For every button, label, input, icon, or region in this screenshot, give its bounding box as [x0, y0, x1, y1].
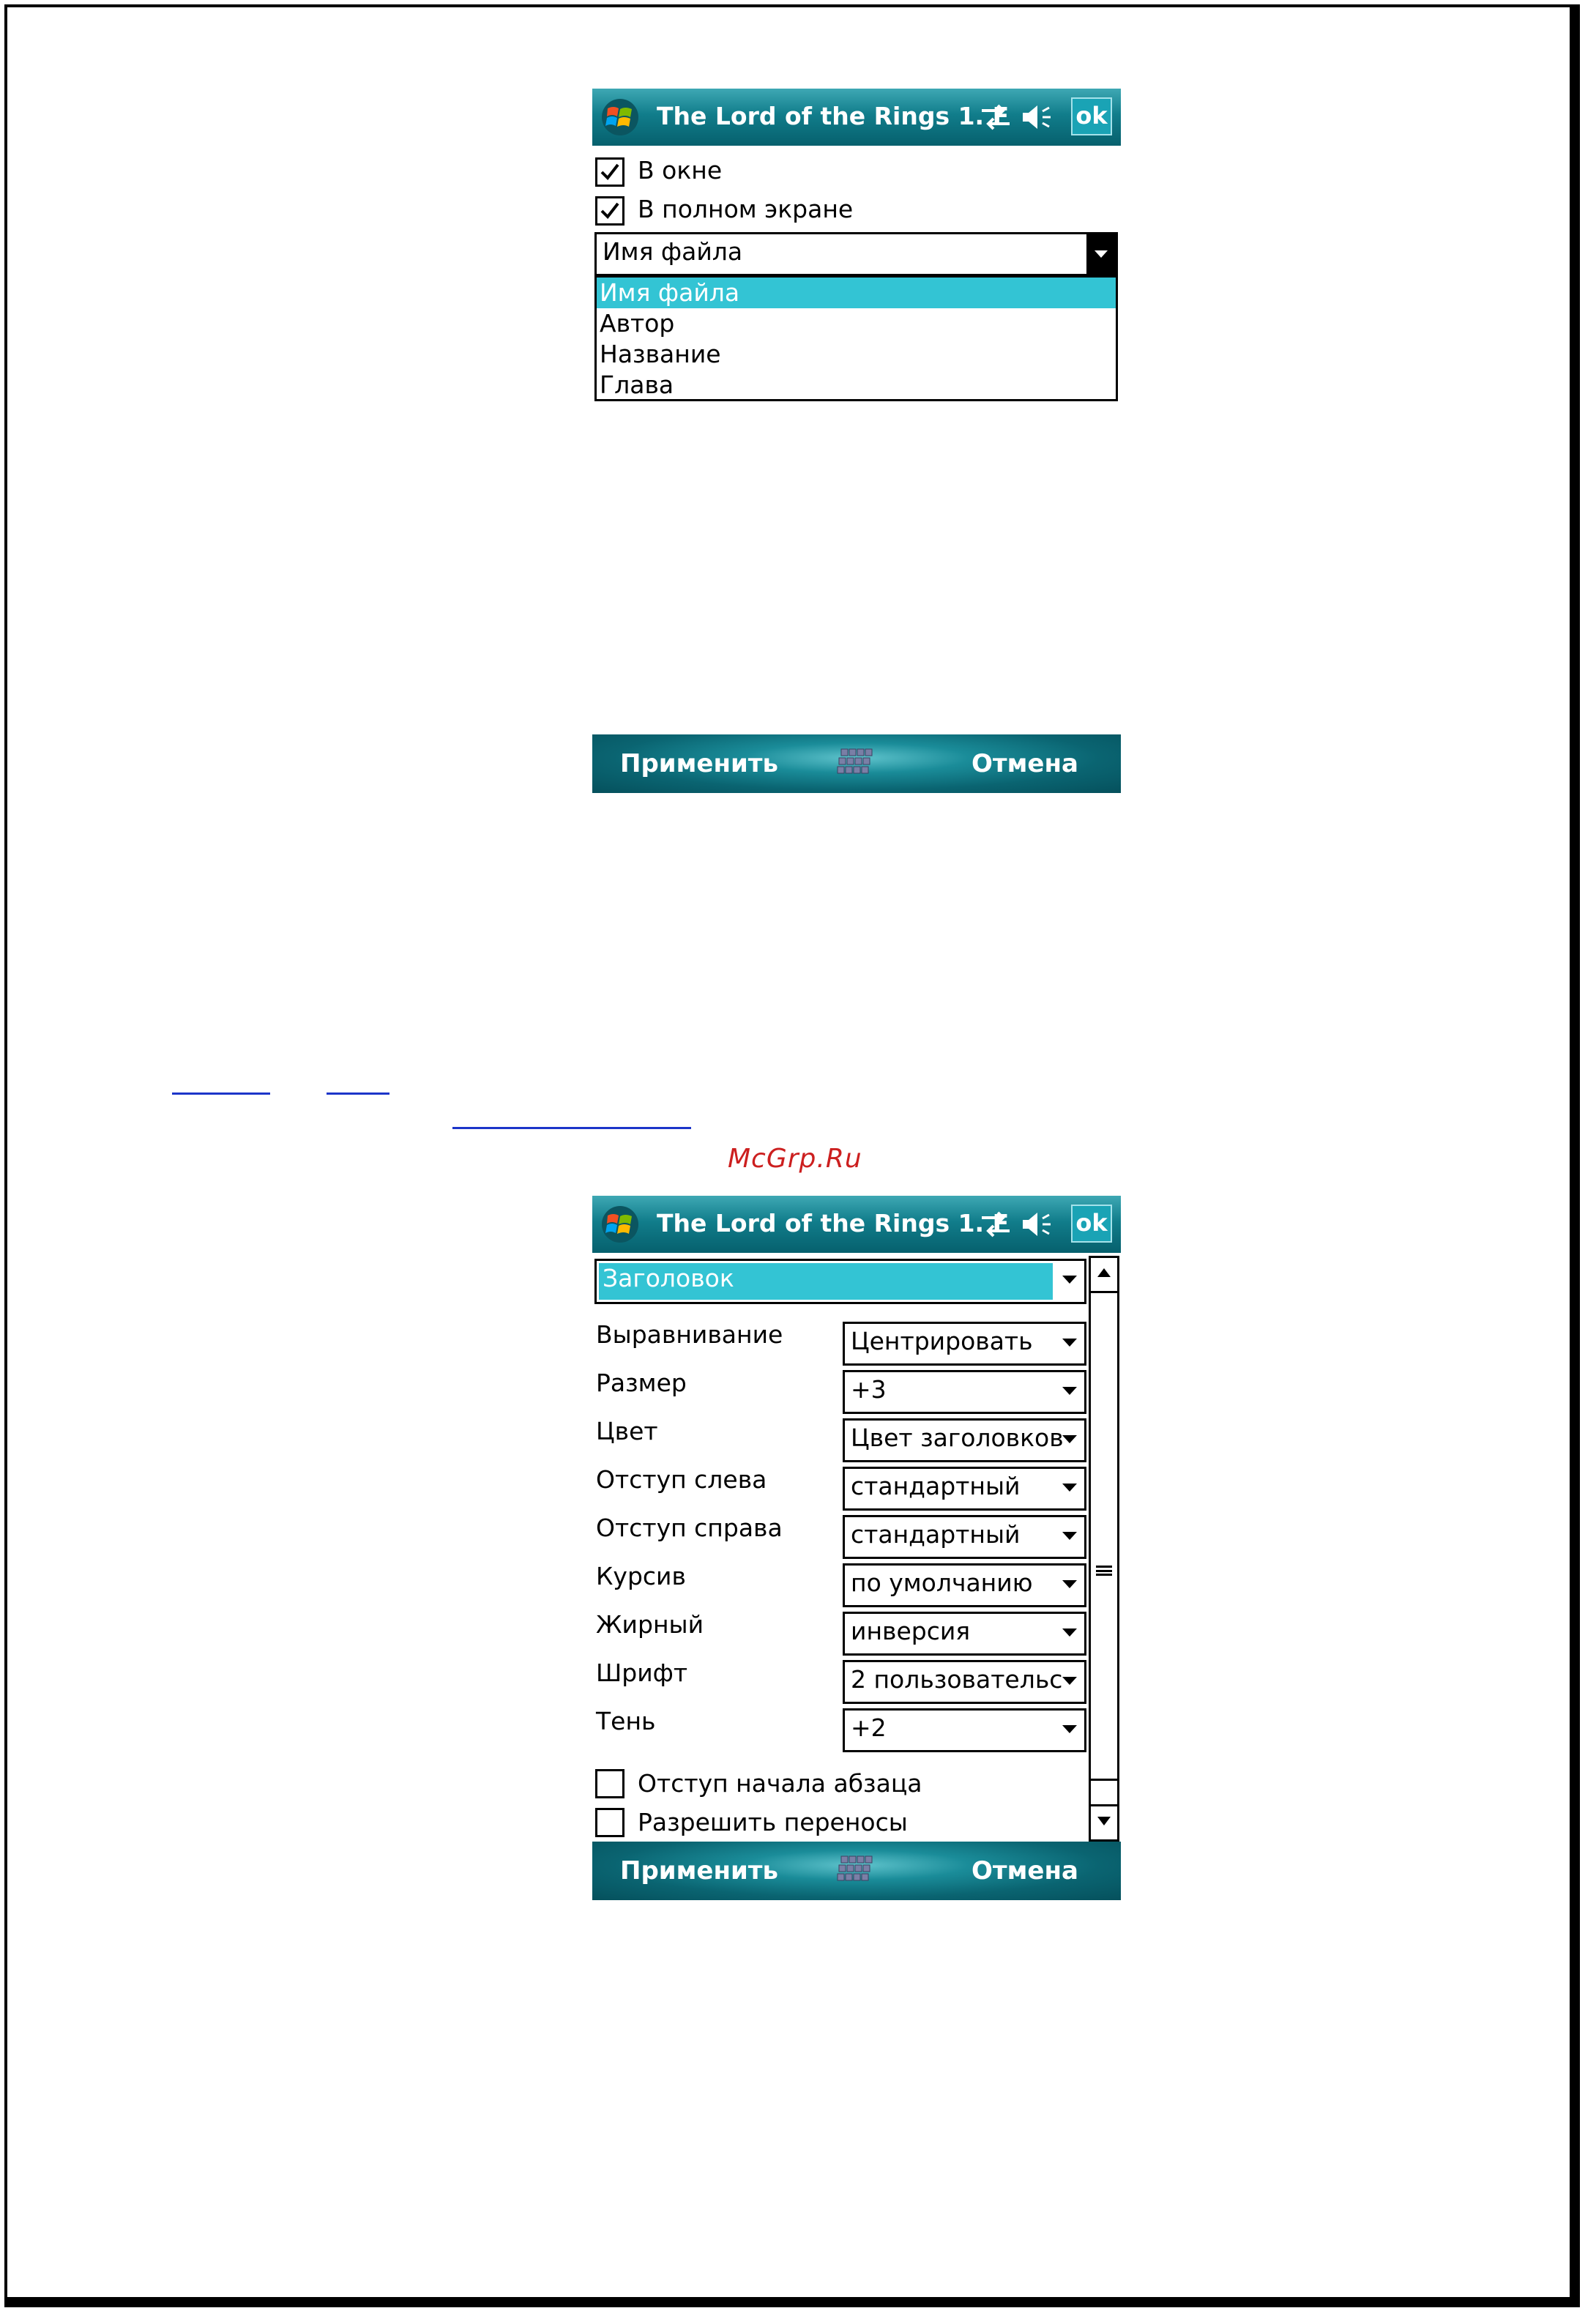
option-chapter[interactable]: Глава: [600, 371, 674, 399]
vertical-scrollbar[interactable]: [1089, 1256, 1119, 1842]
checkmark-icon: [597, 198, 622, 223]
option-title[interactable]: Название: [600, 340, 721, 368]
hyperlink-underline[interactable]: [452, 1127, 691, 1129]
color-value: Цвет заголовков: [851, 1423, 1064, 1452]
fullscreen-checkbox[interactable]: [595, 196, 624, 226]
volume-icon[interactable]: [1020, 1209, 1054, 1240]
italic-select[interactable]: [843, 1563, 1086, 1607]
left-indent-value: стандартный: [851, 1472, 1021, 1500]
shadow-value: +2: [851, 1713, 887, 1742]
ok-button[interactable]: ok: [1071, 1205, 1112, 1243]
chevron-down-icon[interactable]: [1086, 234, 1116, 274]
chevron-down-icon[interactable]: [1062, 1725, 1077, 1733]
watermark-text: McGrp.Ru: [728, 1144, 862, 1174]
paragraph-indent-label: Отступ начала абзаца: [638, 1769, 922, 1798]
sort-by-value: Имя файла: [603, 237, 743, 266]
fullscreen-label: В полном экране: [638, 195, 854, 223]
windows-start-icon[interactable]: [601, 98, 639, 136]
scroll-thumb[interactable]: [1091, 1293, 1117, 1781]
right-indent-select[interactable]: [843, 1515, 1086, 1559]
chevron-down-icon[interactable]: [1062, 1387, 1077, 1395]
windowed-checkbox[interactable]: [595, 157, 624, 187]
apply-softkey[interactable]: Применить: [620, 749, 778, 778]
alignment-label: Выравнивание: [596, 1320, 783, 1349]
sort-by-dropdown-list: [594, 275, 1118, 401]
chevron-down-icon[interactable]: [1062, 1628, 1077, 1637]
shadow-label: Тень: [596, 1707, 656, 1735]
right-indent-value: стандартный: [851, 1520, 1021, 1549]
option-filename[interactable]: Имя файла: [597, 278, 1116, 308]
style-element-select[interactable]: [594, 1259, 1086, 1304]
font-value: 2 пользовательс: [851, 1665, 1063, 1694]
keyboard-icon[interactable]: [837, 1853, 873, 1886]
color-label: Цвет: [596, 1417, 658, 1445]
chevron-down-icon[interactable]: [1062, 1435, 1077, 1443]
left-indent-label: Отступ слева: [596, 1465, 767, 1494]
right-indent-label: Отступ справа: [596, 1514, 783, 1542]
title-bar: [592, 1196, 1121, 1253]
chevron-down-icon[interactable]: [1062, 1677, 1077, 1685]
softkey-bar: [592, 734, 1121, 793]
font-select[interactable]: [843, 1660, 1086, 1704]
softkey-bar: [592, 1842, 1121, 1900]
windowed-label: В окне: [638, 156, 723, 185]
grip-icon: [1096, 1566, 1112, 1576]
shadow-select[interactable]: [843, 1708, 1086, 1752]
hyphenation-label: Разрешить переносы: [638, 1808, 908, 1836]
windows-start-icon[interactable]: [601, 1205, 639, 1243]
chevron-down-icon[interactable]: [1062, 1484, 1077, 1492]
keyboard-icon[interactable]: [837, 746, 873, 778]
bold-select[interactable]: [843, 1612, 1086, 1656]
hyphenation-checkbox[interactable]: [595, 1808, 624, 1837]
screen-display-settings: [592, 89, 1121, 793]
cancel-softkey[interactable]: Отмена: [972, 1856, 1078, 1886]
connectivity-icon[interactable]: [979, 1209, 1013, 1240]
chevron-down-icon[interactable]: [1062, 1580, 1077, 1588]
cancel-softkey[interactable]: Отмена: [972, 749, 1078, 778]
size-select[interactable]: [843, 1370, 1086, 1414]
screen-style-settings: [592, 1196, 1121, 1900]
alignment-select[interactable]: [843, 1322, 1086, 1366]
hyperlink-underline[interactable]: [172, 1093, 270, 1095]
paragraph-indent-checkbox[interactable]: [595, 1769, 624, 1798]
chevron-down-icon[interactable]: [1062, 1276, 1077, 1284]
option-author[interactable]: Автор: [600, 309, 675, 338]
size-value: +3: [851, 1375, 887, 1404]
style-element-value: Заголовок: [603, 1264, 734, 1292]
window-title: The Lord of the Rings 1. F: [657, 102, 1010, 130]
chevron-down-icon[interactable]: [1062, 1532, 1077, 1540]
scroll-down-arrow-icon[interactable]: [1091, 1804, 1117, 1839]
window-title: The Lord of the Rings 1. F: [657, 1209, 1010, 1237]
color-select[interactable]: [843, 1418, 1086, 1462]
checkmark-icon: [597, 160, 622, 185]
volume-icon[interactable]: [1020, 102, 1054, 133]
left-indent-select[interactable]: [843, 1467, 1086, 1511]
scroll-up-arrow-icon[interactable]: [1091, 1258, 1117, 1293]
hyperlink-underline[interactable]: [327, 1093, 389, 1095]
bold-value: инверсия: [851, 1617, 971, 1645]
title-bar: [592, 89, 1121, 146]
chevron-down-icon[interactable]: [1062, 1339, 1077, 1347]
alignment-value: Центрировать: [851, 1327, 1033, 1355]
font-label: Шрифт: [596, 1659, 688, 1687]
size-label: Размер: [596, 1369, 687, 1397]
connectivity-icon[interactable]: [979, 102, 1013, 133]
bold-label: Жирный: [596, 1610, 704, 1639]
italic-label: Курсив: [596, 1562, 686, 1590]
ok-button[interactable]: ok: [1071, 97, 1112, 135]
apply-softkey[interactable]: Применить: [620, 1856, 778, 1886]
italic-value: по умолчанию: [851, 1568, 1033, 1597]
sort-by-select[interactable]: [594, 232, 1118, 276]
